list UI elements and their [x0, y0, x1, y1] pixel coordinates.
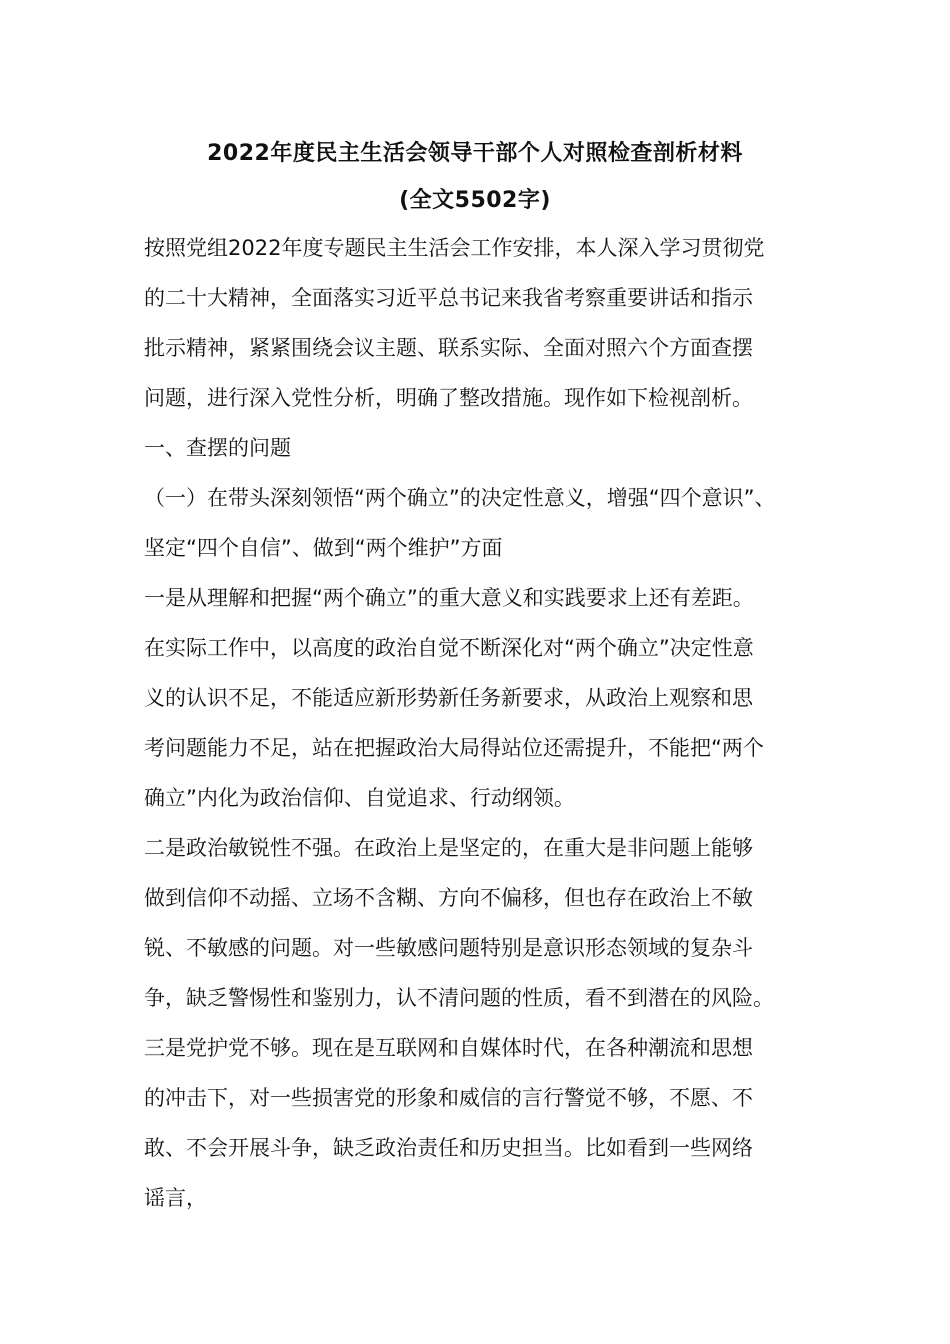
- body-line: 一是从理解和把握“两个确立”的重大意义和实践要求上还有差距。: [144, 586, 754, 610]
- body-line: 二是政治敏锐性不强。在政治上是坚定的，在重大是非问题上能够: [144, 836, 753, 860]
- body-line: 在实际工作中，以高度的政治自觉不断深化对“两个确立”决定性意: [144, 636, 754, 660]
- section-heading: 一、查摆的问题: [144, 436, 291, 460]
- document-title: 2022年度民主生活会领导干部个人对照检查剖析材料: [207, 141, 743, 166]
- body-line: 按照党组2022年度专题民主生活会工作安排，本人深入学习贯彻党: [144, 236, 765, 260]
- body-line: 确立”内化为政治信仰、自觉追求、行动纲领。: [144, 786, 575, 810]
- body-line: 争，缺乏警惕性和鉴别力，认不清问题的性质，看不到潜在的风险。: [144, 986, 774, 1010]
- body-line: 三是党护党不够。现在是互联网和自媒体时代，在各种潮流和思想: [144, 1036, 753, 1060]
- body-line: 考问题能力不足，站在把握政治大局得站位还需提升，不能把“两个: [144, 736, 764, 760]
- body-line: 义的认识不足，不能适应新形势新任务新要求，从政治上观察和思: [144, 686, 753, 710]
- body-line: 问题，进行深入党性分析，明确了整改措施。现作如下检视剖析。: [144, 386, 753, 410]
- subsection-heading: （一）在带头深刻领悟“两个确立”的决定性意义，增强“四个意识”、: [144, 486, 776, 510]
- body-line: 的二十大精神，全面落实习近平总书记来我省考察重要讲话和指示: [144, 286, 753, 310]
- body-line: 批示精神，紧紧围绕会议主题、联系实际、全面对照六个方面查摆: [144, 336, 753, 360]
- body-line: 敢、不会开展斗争，缺乏政治责任和历史担当。比如看到一些网络: [144, 1136, 753, 1160]
- body-line: 的冲击下，对一些损害党的形象和威信的言行警觉不够，不愿、不: [144, 1086, 753, 1110]
- body-line: 锐、不敏感的问题。对一些敏感问题特别是意识形态领域的复杂斗: [144, 936, 753, 960]
- subsection-heading: 坚定“四个自信”、做到“两个维护”方面: [144, 536, 503, 560]
- body-line: 做到信仰不动摇、立场不含糊、方向不偏移，但也存在政治上不敏: [144, 886, 753, 910]
- body-line: 谣言，: [144, 1186, 207, 1210]
- document-subtitle: (全文5502字): [399, 188, 551, 213]
